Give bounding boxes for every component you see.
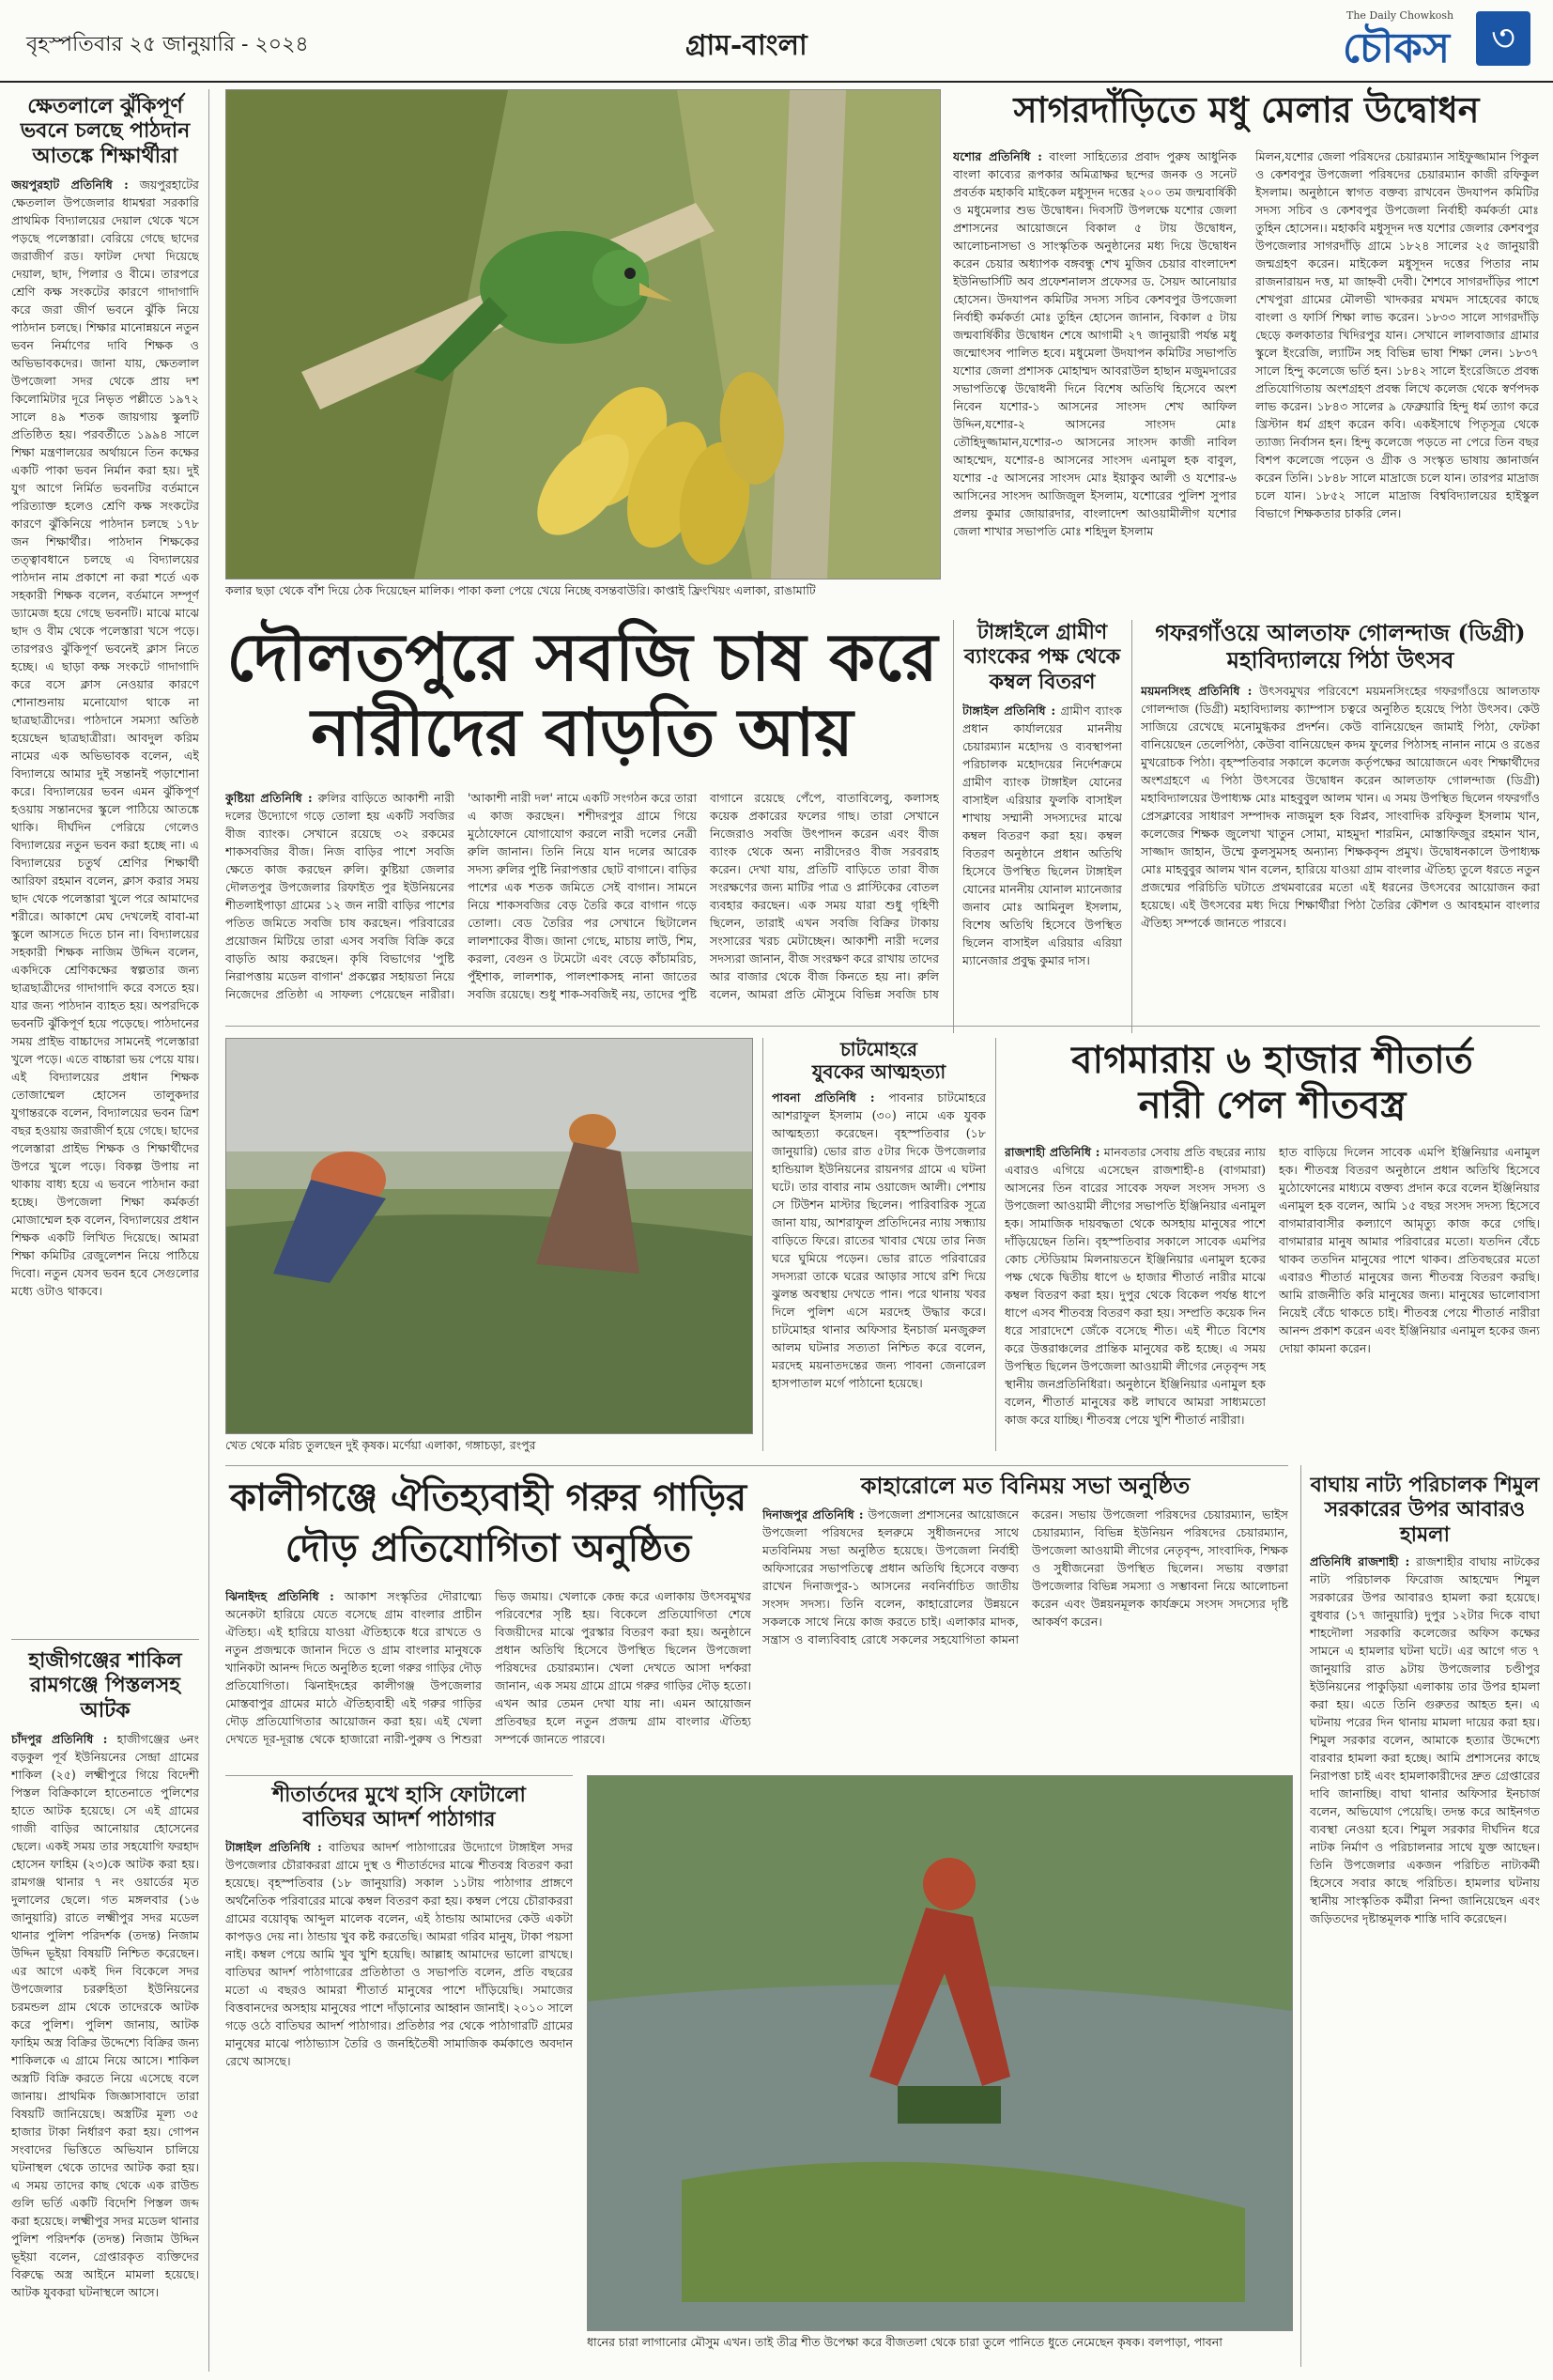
byline: টাঙ্গাইল প্রতিনিধি : (962, 703, 1056, 719)
article-body (1141, 682, 1540, 1006)
page-header (0, 0, 1553, 83)
photo-paddy-farmer (587, 1775, 1293, 2331)
column-divider (995, 1038, 996, 1451)
body-text: বাংলা সাহিত্যের প্রবাদ পুরুষ আধুনিক বাংলা কাব্যের রূপকার অমিত্রাক্ষর ছন্দের জনক ও সনেট প্রবর্তক মহাকবি মাইকেল মধুসূদন দত্তের ২০০ তম জন্মবার্ষিকী ও মধুমেলার শুভ উদ্বোধন। দিবসটি উপলক্ষে যশোর জেলা প্রশাসনের আয়োজনে বিকাল ৫ টায় উদ্বোধন, আলোচনাসভা ও সাংস্কৃতিক অনুষ্ঠানের মধ্য দিয়ে উদ্বোধন করেন চেয়ার অধ্যাপক বঙ্গবন্ধু শেখ মুজিব চেয়ার বাংলাদেশ ইউনিভার্সিটি অব প্রফেশনালস প্রফেসর ড. সৈয়দ আনোয়ার হোসেন। উদযাপন কমিটির সদস্য সচিব কেশবপুর উপজেলা নির্বাহী কর্মকর্তা মোঃ তুহিন হোসেন জানান, বিকাল ৫ টায় জন্মবার্ষিকীর উদ্বোধন শেষে আগামী ২৭ জানুয়ারী পর্যন্ত মধু জন্মোৎসব পালিত হবে। মধুমেলা উদযাপন কমিটির সভাপতি যশোর জেলা প্রশাসক মোহাম্মদ আবরাউল হাছান মজুমদারের সভাপতিত্বে উদ্বোধনী দিনে বিশেষ অতিথি হিসেবে অংশ নিবেন যশোর-১ আসনের সাংসদ শেখ আফিল উদ্দিন,যশোর-২ আসনের সাংসদ মোঃ তৌহিদুজ্জামান,যশোর-৩ আসনের সাংসদ কাজী নাবিল আহম্মেদ, যশোর-৪ আসনের সাংসদ এনামুল হক বাবুল, যশোর -৫ আসনের সাংসদ মোঃ ইয়াকুব আলী ও যশোর-৬ আসিনের সাংসদ আজিজুল ইসলাম, যশোরের পুলিশ সুপার প্রলয় কুমার জোয়ারদার, বাংলাদেশ আওয়ামীলীগ যশোর জেলা শাখার সভাপতি মোঃ শহিদুল ইসলাম (953, 149, 1237, 538)
photo-illustration (588, 1776, 1292, 2330)
article-gafargaon (1141, 620, 1540, 1006)
body-text: রুলির বাড়িতে আকাশী নারী দলের উদ্যোগে গড়ে তোলা হয় একটি সবজির বীজ ব্যাংক। সেখানে রয়েছে ৩২ রকমের শাকসবজির বীজ। নিজ বাড়ির পাশে সবজি ক্ষেতে কাজ করছেন রুলি। কুষ্টিয়া জেলার দৌলতপুর উপজেলার রিফাইত পুর ইউনিয়নের শীতলাইপাড়া গ্রামের ১২ জন নারী বাড়ির পাশের পতিত জমিতে সবজি চাষ করছেন। পরিবারের প্রয়োজন মিটিয়ে তারা এসব সবজি বিক্রি করে বাড়তি আয় করছেন। কৃষি বিভাগের 'পুষ্টি নিরাপত্তায় মডেল বাগান' প্রকল্পের সহায়তা নিয়ে নিজেদের প্রতিষ্ঠা এ সাফল্য পেয়েছেন নারীরা। 'আকাশী নারী দল' নামে একটি সংগঠন করে তারা এ কাজ করছেন। শশীদরপুর গ্রামে গিয়ে মুঠোফোনে যোগাযোগ করলে নারী দলের নেত্রী রুলি জানান। তিনি নিয়ে যান দলের আরেক সদস্য রুলির পুষ্টি নিরাপত্তার ছোট বাগানে। বাড়ির পাশের এক শতক জমিতে সেই বাগান। সামনে নিয়ে শাকসবজির বেড় তৈরি করে বাগান গড়ে তোলা। বেড তৈরির পর সেখানে ছিটালেন লালশাকের বীজ। জানা গেছে, মাচায় লাউ, শিম, করলা, বেগুন ও টমেটো এবং বেড়ে কাঁচামরিচ, পুঁইশাক, লালশাক, পালংশাকসহ নানা জাতের সবজি রয়েছে। শুধু শাক-সবজিই নয়, তাদের পুষ্টি বাগানে রয়েছে পেঁপে, বাতাবিলেবু, কলাসহ কয়েক প্রকারের ফলের গাছ। তারা সেখানে নিজেরাও সবজি উৎপাদন করেন এবং বীজ ব্যাংক থেকে অন্য নারীদেরও বীজ সরবরাহ করেন। দেখা যায়, প্রতিটি বাড়িতে তারা বীজ সংরক্ষণের জন্য মাটির পাত্র ও প্লাস্টিকের বোতল ব্যবহার করছেন। এক সময় যারা শুধু গৃহিণী ছিলেন, তারাই এখন সবজি বিক্রির টাকায় সংসারের খরচ মেটাচ্ছেন। আকাশী নারী দলের সদস্যরা জানান, বীজ সংরক্ষণ করে রাখায় তাদের আর বাজার থেকে বীজ কিনতে হয় না। রুলি বলেন, আমরা প্রতি মৌসুমে বিভিন্ন সবজি চাষ (225, 791, 939, 1001)
byline: টাঙ্গাইল প্রতিনিধি : (225, 1839, 322, 1854)
body-text: উপজেলা প্রশাসনের আয়োজনে উপজেলা পরিষদের হলরুমে সুধীজনদের সাথে মতবিনিময় সভা অনুষ্ঠিত হয়েছে। উপজেলা নির্বাহী অফিসারের সভাপতিত্বে প্রধান অতিথি হিসেবে বক্তব্য রাখেন দিনাজপুর-১ আসনের নবনির্বাচিত জাতীয় সংসদ সদস্য। তিনি বলেন, কাহারোলের উন্নয়নে সকলকে সাথে নিয়ে কাজ করতে চাই। এলাকার মাদক, সন্ত্রাস ও বাল্যবিবাহ রোধে সকলের সহযোগিতা কামনা করেন। সভায় উপজেলা পরিষদের চেয়ারম্যান, ভাইস চেয়ারম্যান, বিভিন্ন ইউনিয়ন পরিষদের চেয়ারম্যান, উপজেলা আওয়ামী লীগের নেতৃবৃন্দ, সাংবাদিক, শিক্ষক ও সুধীজনেরা উপস্থিত ছিলেন। সভায় বক্তারা উপজেলার বিভিন্ন সমস্যা ও সম্ভাবনা নিয়ে আলোচনা করেন এবং উন্নয়নমূলক কার্যক্রমে সংসদ সদস্যের দৃষ্টি আকর্ষণ করেন। (762, 1507, 1288, 1646)
photo-chilli-farmers (225, 1038, 753, 1434)
divider (225, 1775, 573, 1776)
column-divider (208, 89, 209, 2372)
article-bagmara (1005, 1038, 1540, 1427)
page-number: ৩ (1476, 11, 1530, 66)
article-body (762, 1506, 1288, 1693)
article-kshetlal (11, 94, 199, 1636)
headline: কাহারোলে মত বিনিময় সভা অনুষ্ঠিত (860, 1472, 1191, 1499)
photo-bird-bananas (225, 89, 941, 580)
byline: ঝিনাইদহ প্রতিনিধি : (225, 1589, 334, 1603)
byline: রাজশাহী প্রতিনিধি : (1005, 1145, 1100, 1159)
byline: প্রতিনিধি রাজশাহী : (1310, 1554, 1410, 1569)
article-body (225, 1587, 751, 1766)
article-kaharol (762, 1473, 1288, 1693)
article-body (953, 147, 1237, 598)
article-body (225, 789, 939, 1019)
column-divider (1131, 620, 1132, 1033)
byline: দিনাজপুর প্রতিনিধি : (762, 1507, 864, 1522)
article-body (1310, 1553, 1540, 2351)
byline: ময়মনসিংহ প্রতিনিধি : (1141, 683, 1253, 698)
article-batighar (225, 1783, 573, 2345)
body-text: রাজশাহীর বাঘায় নাটকের নাট্য পরিচালক ফিরোজ আহম্মেদ শিমুল সরকারের উপর আবারও হামলা করা হয়েছে। বুধবার (১৭ জানুয়ারি) দুপুর ১২টার দিকে বাঘা শাহদৌলা সরকারি কলেজের অফিস কক্ষের সামনে এ হামলার ঘটনা ঘটে। এর আগে গত ৭ জানুয়ারি রাত ৯টায় উপজেলার চণ্ডীপুর ইউনিয়নের পাকুড়িয়া এলাকায় তার উপর হামলা করা হয়। এতে তিনি গুরুতর আহত হন। এ ঘটনায় পরের দিন থানায় মামলা দায়ের করা হয়। শিমুল সরকার বলেন, আমাকে হত্যার উদ্দেশ্যে বারবার হামলা করা হচ্ছে। আমি প্রশাসনের কাছে নিরাপত্তা চাই এবং হামলাকারীদের দ্রুত গ্রেপ্তারের দাবি জানাচ্ছি। বাঘা থানার অফিসার ইনচার্জ বলেন, অভিযোগ পেয়েছি। তদন্ত করে আইনগত ব্যবস্থা নেওয়া হবে। শিমুল সরকার দীর্ঘদিন ধরে নাটক নির্মাণ ও পরিচালনার সাথে যুক্ত আছেন। তিনি উপজেলার একজন পরিচিত নাট্যকর্মী হিসেবে সবার কাছে পরিচিত। হামলার ঘটনায় স্থানীয় সাংস্কৃতিক কর্মীরা নিন্দা জানিয়েছেন এবং জড়িতদের দৃষ্টান্তমূলক শাস্তি দাবি করেছেন। (1310, 1554, 1540, 1926)
body-text: বাতিঘর আদর্শ পাঠাগারের উদ্যোগে টাঙ্গাইল সদর উপজেলার চৌরাকররা গ্রামে দুস্থ ও শীতার্তদের মাঝে শীতবস্ত্র বিতরণ করা হয়েছে। বৃহস্পতিবার (১৮ জানুয়ারি) সকাল ১১টায় পাঠাগার প্রাঙ্গণে অর্থনৈতিক পরিবারের মাঝে কম্বল বিতরণ করা হয়। কম্বল পেয়ে চৌরাকররা গ্রামের বয়োবৃদ্ধ আব্দুল মালেক বলেন, এই ঠান্ডায় আমাদের কেউ একটা কাপড়ও দেয় না। ঠান্ডায় খুব কষ্ট করতেছি। আমরা গরিব মানুষ, টাকা পয়সা নাই। কম্বল পেয়ে আমি খুব খুশি হয়েছি। আল্লাহ আমাদের ভালো রাখছে। বাতিঘর আদর্শ পাঠাগারের প্রতিষ্ঠাতা ও সভাপতি বলেন, প্রতি বছরের মতো এ বছরও আমরা শীতার্ত মানুষের পাশে দাঁড়িয়েছি। সমাজের বিত্তবানদের অসহায় মানুষের পাশে দাঁড়ানোর আহ্বান জানাই। ২০১০ সালে গড়ে ওঠে বাতিঘর আদর্শ পাঠাগার। প্রতিষ্ঠার পর থেকে পাঠাগারটি গ্রামের মানুষের মাঝে পাঠাভ্যাস তৈরি ও জনহিতৈষী সামাজিক কর্মকাণ্ডে অবদান রেখে আসছে। (225, 1839, 573, 2068)
section-title: গ্রাম-বাংলা (685, 29, 807, 62)
masthead-logo: চৌকস (1343, 24, 1451, 72)
article-body-col2: হাত বাড়িয়ে দিলেন সাবেক এমপি ইঞ্জিনিয়ার এনামুল হক। শীতবস্ত্র বিতরণ অনুষ্ঠানে প্রধান অতিথি হিসেবে মুঠোফোনের মাধ্যমে বক্তব্য প্রদান করে বলেন ইঞ্জিনিয়ার এনামুল হক বলেন, আমি ১৫ বছর সংসদ সদস্য হিসেবে বাগমারাবাসীর কল্যাণে আমৃত্যু কাজ করে গেছি। বাগমারার মানুষ আমার পরিবারের মতো। যতদিন বেঁচে থাকব ততদিন মানুষের পাশে থাকব। প্রতিবছরের মতো এবারও শীতার্ত মানুষের জন্য শীতবস্ত্র বিতরণ করছি। আমি রাজনীতি করি মানুষের জন্য। মানুষের ভালোবাসা নিয়েই বেঁচে থাকতে চাই। শীতবস্ত্র পেয়ে শীতার্ত নারীরা আনন্দ প্রকাশ করেন এবং ইঞ্জিনিয়ার এনামুল হকের জন্য দোয়া কামনা করেন। (1279, 1145, 1540, 1355)
headline: হাজীগঞ্জের শাকিল রামগঞ্জে পিস্তলসহ আটক (28, 1648, 182, 1723)
photo-illustration (226, 90, 940, 579)
headline: সাগরদাঁড়িতে মধু মেলার উদ্বোধন (1013, 89, 1480, 131)
byline: চাঁদপুর প্রতিনিধি : (11, 1732, 108, 1747)
article-kaliganj (225, 1473, 751, 1574)
article-hajiganj (11, 1648, 199, 2331)
headline-line1: দৌলতপুরে সবজি চাষ করে (226, 619, 938, 696)
photo-caption: ধানের চারা লাগানোর মৌসুম এখন। তাই তীব্র শীত উপেক্ষা করে বীজতলা থেকে চারা তুলে পানিতে ধুতে নেমেছেন কৃষক। বলপাড়া, পাবনা (587, 2335, 1222, 2349)
body-text: জয়পুরহাটের ক্ষেতলাল উপজেলার ধামশ্বরা সরকারি প্রাথমিক বিদ্যালয়ের দেয়াল থেকে খসে পড়ছে পলেস্তারা। বেরিয়ে গেছে ছাদের জরাজীর্ণ রড। ফাটল দেখা দিয়েছে দেয়াল, ছাদ, পিলার ও বীমে। তারপরে শ্রেণি কক্ষ সংকটের কারণে গাদাগাদি করে জরা জীর্ণ ভবনে ঝুঁকি নিয়ে পাঠদান চলছে। শিক্ষার মানোন্নয়নে নতুন ভবন নির্মাণের দাবি শিক্ষক ও অভিভাবকদের। জানা যায়, ক্ষেতলাল উপজেলা সদর থেকে প্রায় দশ কিলোমিটার দূরে নিভৃত পল্লীতে ১৯৭২ সালে ৪৯ শতক জায়গায় স্কুলটি প্রতিষ্ঠিত হয়। পরবর্তীতে ১৯৯৪ সালে শিক্ষা মন্ত্রণালয়ের অর্থায়নে তিন কক্ষের একটি পাকা ভবন নির্মান করা হয়। দুই যুগ আগে নির্মিত ভবনটির বর্তমানে পরিত্যাক্ত হলেও শ্রেণি কক্ষ সংকটের কারণে ঝুঁকিনিয়ে পাঠদান চলছে ১৭৮ জন শিক্ষার্থীর। পাঠদান শিক্ষকের তত্ত্বাবধানে চলছে এ বিদ্যালয়ের পাঠদান নাম প্রকাশে না করা শর্তে এক সহকারী শিক্ষক বলেন, বর্তমানে সম্পূর্ণ ড্যামেজ হয়ে গেছে ভবনটি। মাঝে মাঝে ছাদ ও বীম থেকে পলেস্তারা খসে পড়ে। তারপরও ঝুঁকিপূর্ণ ভবনেই ক্লাস নিতে হচ্ছে। এ ছাড়া কক্ষ সংকটে গাদাগাদি করে বসে ক্লাস নেওয়ার কারণে শোনাশুনায় মনোযোগ থাকে না ছাত্রছাত্রীদের। পাঠদানে সমস্যা অতিষ্ঠ হয়েছেন ছাত্রছাত্রীরা। আবদুল করিম নামের এক অভিভাবক বলেন, এই বিদ্যালয়ে আমার দুই সন্তানই পড়াশোনা করে। বিদ্যালয়ের ভবন এমন ঝুঁকিপূর্ণ হওয়ায় সন্তানদের স্কুলে পাঠিয়ে আতঙ্কে থাকি। দীর্ঘদিন পেরিয়ে গেলেও বিদ্যালয়ের নতুন ভবন করা হচ্ছে না। এ বিদ্যালয়ের চতুর্থ শ্রেণির শিক্ষার্থী আরিফা রহমান বলেন, ক্লাস করার সময় ছাদ থেকে পলেস্তারা খুলে পরে আমাদের শরীরে। আকাশে মেঘ দেখলেই বাবা-মা স্কুলে আসতে দিতে চান না। বিদ্যালয়ের সহকারী শিক্ষক নাজিম উদ্দিন বলেন, একদিকে শ্রেণিকক্ষের স্বল্পতার জন্য ছাত্রছাত্রীদের গাদাগাদি করে বসতে হয়। যার জন্য পাঠদান ব্যাহত হয়। অপরদিকে ভবনটি ঝুঁকিপূর্ণ হয়ে পড়েছে। পাঠদানের সময় প্রাইভ বাচ্চাদের সামনেই পলেস্তারা খুলে পড়ে। এতে বাচ্চারা ভয় পেয়ে যায়। এই বিদ্যালয়ের প্রধান শিক্ষক তোজাম্মেল হোসেন তালুকদার যুগান্তরকে বলেন, বিদ্যালয়ের ভবন ত্রিশ বছর হওয়ায় জরাজীর্ণ হয়ে গেছে। ছাদের পলেস্তারা প্রাইভ শিক্ষক ও শিক্ষার্থীদের উপরে খুলে পড়ে। বিকল্প উপায় না থাকায় বাধ্য হয়ে এ ভবনে পাঠদান করা হচ্ছে। উপজেলা শিক্ষা কর্মকর্তা মোজাম্মেল হক বলেন, বিদ্যালয়ের প্রধান শিক্ষক একটি লিখিত দিয়েছে। আমরা শিক্ষা কমিটির রেজুলেশন নিয়ে পাঠিয়ে দিবো। নতুন যেসব ভবন হবে সেগুলোর মধ্যে ওটাও থাকবে। (11, 178, 199, 1299)
headline-line2: নারী পেল শীতবস্ত্র (1138, 1084, 1407, 1127)
divider (11, 1639, 199, 1640)
body-text: মানবতার সেবায় প্রতি বছরের ন্যায় এবারও এগিয়ে এসেছেন রাজশাহী-৪ (বাগমারা) আসনের তিন বারের সাবেক সফল সংসদ সদস্য ও উপজেলা আওয়ামী লীগের সভাপতি ইঞ্জিনিয়ার এনামুল হক। সামাজিক দায়বদ্ধতা থেকে অসহায় মানুষের পাশে দাঁড়িয়েছেন তিনি। বৃহস্পতিবার সকালে সাবেক এমপির কোচ স্টেডিয়াম মিলনায়তনে ইঞ্জিনিয়ার এনামুল হকের পক্ষ থেকে দ্বিতীয় ধাপে ৬ হাজার শীতার্ত নারীর মাঝে কম্বল বিতরণ করা হয়। দুপুর থেকে বিকেল পর্যন্ত ধাপে ধাপে এসব শীতবস্ত্র বিতরণ করা হয়। সম্প্রতি কয়েক দিন ধরে সারাদেশে জেঁকে বসেছে শীত। এই শীতে বিশেষ করে উত্তরাঞ্চলের প্রান্তিক মানুষের কষ্ট হচ্ছে। এ সময় উপস্থিত ছিলেন উপজেলা আওয়ামী লীগের নেতৃবৃন্দ সহ স্থানীয় জনপ্রতিনিধিরা। অনুষ্ঠানে ইঞ্জিনিয়ার এনামুল হক বলেন, শীতার্ত মানুষের কষ্ট লাঘবে আমরা সাধ্যমতো কাজ করে যাচ্ছি। শীতবস্ত্র পেয়ে খুশি শীতার্ত নারীরা। (1005, 1145, 1266, 1427)
headline-line1: শীতার্তদের মুখে হাসি ফোটালো (272, 1783, 526, 1807)
headline-line2: যুবকের আত্মহত্যা (811, 1060, 946, 1083)
byline: কুষ্টিয়া প্রতিনিধি : (225, 791, 313, 805)
photo-caption: খেত থেকে মরিচ তুলছেন দুই কৃষক। মর্ণেয়া এলাকা, গঙ্গাচড়া, রংপুর (225, 1438, 536, 1452)
article-baghai (1310, 1473, 1540, 2351)
article-body (225, 1838, 573, 2345)
column-divider (953, 620, 954, 1033)
article-daulatpur (225, 620, 939, 770)
divider (225, 1026, 1540, 1027)
column-divider (762, 1038, 763, 1451)
byline: যশোর প্রতিনিধি : (953, 149, 1042, 163)
body-text: পাবনার চাটমোহরে আশরাফুল ইসলাম (৩০) নামে এক যুবক আত্মহত্যা করেছেন। বৃহস্পতিবার (১৮ জানুয়ারি) ভোর রাত ৫টার দিকে উপজেলার হান্ডিয়াল ইউনিয়নের রায়নগর গ্রামে এ ঘটনা ঘটে। তার বাবার নাম ওয়াজেদ আলী। পেশায় সে টিউশন মাস্টার ছিলেন। পারিবারিক সূত্রে জানা যায়, আশরাফুল প্রতিদিনের ন্যায় সন্ধ্যায় বাড়িতে ফিরে। রাতের খাবার খেয়ে তার নিজ ঘরে ঘুমিয়ে পড়েন। ভোর রাতে পরিবারের সদস্যরা তাকে ঘরের আড়ার সাথে রশি দিয়ে ঝুলন্ত অবস্থায় দেখতে পান। পরে থানায় খবর দিলে পুলিশ এসে মরদেহ উদ্ধার করে। চাটমোহর থানার অফিসার ইনচার্জ মনজুরুল আলম ঘটনার সত্যতা নিশ্চিত করে বলেন, মরদেহ ময়নাতদন্তের জন্য পাবনা জেনারেল হাসপাতাল মর্গে পাঠানো হয়েছে। (772, 1090, 986, 1390)
headline-line2: নারীদের বাড়তি আয় (311, 694, 853, 771)
body-text: হাজীগঞ্জের ৬নং বড়কুল পূর্ব ইউনিয়নের সেন্দ্রা গ্রামের শাকিল (২৫) লক্ষ্মীপুরে গিয়ে বিদেশী পিস্তল বিক্রিকালে হাতেনাতে পুলিশের হাতে আটক হয়েছে। সে এই গ্রামের গাজী বাড়ির আনোয়ার হোসেনের ছেলে। একই সময় তার সহযোগি ফরহাদ হোসেন ফাহিম (২৩)কে আটক করা হয়। রামগঞ্জ থানার ৭ নং ওয়ার্ডের মৃত দুলালের ছেলে। গত মঙ্গলবার (১৬ জানুয়ারি) রাতে লক্ষ্মীপুর সদর মডেল থানার পুলিশ পরিদর্শক (তদন্ত) নিজাম উদ্দিন ভূইয়া বিষয়টি নিশ্চিত করেছেন। এর আগে একই দিন বিকেলে সদর উপজেলার চররুহিতা ইউনিয়নের চরমন্ডল গ্রাম থেকে তাদেরকে আটক করে পুলিশ। পুলিশ জানায়, আটক ফাহিম অস্ত্র বিক্রির উদ্দেশ্যে বিক্রির জন্য শাকিলকে এ গ্রামে নিয়ে আসে। শাকিল অস্ত্রটি বিক্রি করতে নিয়ে এসেছে বলে জানায়। প্রাথমিক জিজ্ঞাসাবাদে তারা বিষয়টি জানিয়েছে। অস্ত্রটির মূল্য ৩৫ হাজার টাকা নির্ধারণ করা হয়। গোপন সংবাদের ভিত্তিতে অভিযান চালিয়ে ঘটনাস্থল থেকে তাদের আটক করা হয়। এ সময় তাদের কাছ থেকে এক রাউন্ড গুলি ভর্তি একটি বিদেশি পিস্তল জব্দ করা হয়েছে। লক্ষ্মীপুর সদর মডেল থানার পুলিশ পরিদর্শক (তদন্ত) নিজাম উদ্দিন ভূইয়া বলেন, গ্রেপ্তারকৃত ব্যক্তিদের বিরুদ্ধে অস্ত্র আইনে মামলা হয়েছে। আটক যুবকরা ঘটনাস্থলে আসে। (11, 1732, 199, 2300)
headline-line2: দৌড় প্রতিযোগিতা অনুষ্ঠিত (284, 1527, 692, 1570)
headline-line1: বাগমারায় ৬ হাজার শীতার্ত (1071, 1039, 1473, 1082)
masthead (1343, 9, 1530, 71)
issue-date: বৃহস্পতিবার ২৫ জানুয়ারি - ২০২৪ (26, 33, 309, 56)
headline-line1: কালীগঞ্জে ঐতিহ্যবাহী গরুর গাড়ির (229, 1476, 747, 1520)
headline: টাঙ্গাইলে গ্রামীণ ব্যাংকের পক্ষ থেকে কম্বল বিতরণ (963, 620, 1121, 694)
body-text: উৎসবমুখর পরিবেশে ময়মনসিংহের গফরগাঁওয়ে আলতাফ গোলন্দাজ (ডিগ্রী) মহাবিদ্যালয় ক্যাম্পাস চত্বরে অনুষ্ঠিত হয়েছে পিঠা উৎসব। কেউ সাজিয়ে রেখেছে মনোমুগ্ধকর প্রদর্শন। কেউ বানিয়েছেন জামাই পিঠা, ফেটকা বানিয়েছেন তেলেপিঠা, কেউবা বানিয়েছেন কদম ফুলের পিঠাসহ নানান নামে ও রঙের মুখরোচক পিঠা। বৃহস্পতিবার সকালে কলেজ কর্তৃপক্ষের আয়োজনে এবং শিক্ষার্থীদের অংশগ্রহণে এ পিঠা উৎসবের উদ্বোধন করেন আলতাফ গোলন্দাজ (ডিগ্রী) মহাবিদ্যালয়ের উপাধ্যক্ষ মোঃ মাহবুবুল আলম খান। এ সময় উপস্থিত ছিলেন গফরগাঁও প্রেসক্লাবের সাধারণ সম্পাদক নাজমুল হক বিপ্লব, সাংবাদিক রফিকুল ইসলাম খান, কলেজের শিক্ষক জুলেখা খাতুন সোমা, মাহমুদা শারমিন, মোস্তাফিজুর রহমান খান, সাজ্জাদ জাহান, উম্মে কুলসুমসহ অন্যান্য শিক্ষকবৃন্দ প্রমুখ। উদ্বোধনকালে উপাধ্যক্ষ মোঃ মাহবুবুর আলম খান বলেন, হারিয়ে যাওয়া গ্রাম বাংলার ঐতিহ্য তুলে ধরতে নতুন প্রজন্মের পরিচিতি ঘটাতে প্রথমবারের মতো এই ধরনের উৎসবের আয়োজন করা হয়েছে। এই উৎসবের মধ্য দিয়ে শিক্ষার্থীরা পিঠা তৈরির কৌশল ও আবহমান বাংলার ঐতিহ্য সম্পর্কে জানতে পারবে। (1141, 683, 1540, 930)
headline-line1: গফরগাঁওয়ে আলতাফ গোলন্দাজ (ডিগ্রী) (1155, 619, 1526, 646)
column-divider (1300, 1465, 1301, 2367)
article-body-col2: মিলন,যশোর জেলা পরিষদের চেয়ারম্যান সাইফুজ্জামান পিকুল ও কেশবপুর উপজেলা পরিষদের চেয়ারম্যান কাজী রফিকুল ইসলাম। অনুষ্ঠানে স্বাগত বক্তব্য রাখবেন উদযাপন কমিটির সদস্য সচিব ও কেশবপুর উপজেলা নির্বাহী কর্মকর্তা মোঃ তুহিন হোসেন।। মহাকবি মধুসূদন দত্ত যশোর জেলার কেশবপুর উপজেলার সাগরদাঁড়ি গ্রামে ১৮২৪ সালের ২৫ জানুয়ারী জন্মগ্রহণ করেন। মাইকেল মধুসূদন দত্তের পিতার নাম রাজনারায়ন দত্ত, মা জাহ্নবী দেবী। শৈশবে সাগরদাঁড়ির পাশে শেখপুরা গ্রামের মৌলভী খাদকরর মখমদ সাহেবের কাছে বাংলা ও ফার্সি শিক্ষা লাভ করেন। ১৮৩৩ সালে সাগরদাঁড়ি ছেড়ে কলকাতার খিদিরপুর যান। সেখানে লালবাজার গ্রামার স্কুলে ইংরেজি, ল্যাটিন সহ বিভিন্ন ভাষা শিক্ষা লেন। ১৮৩৭ সালে হিন্দু কলেজে ভর্তি হন। ১৮৪২ সালে ইংরেজিতে প্রবন্ধ প্রতিযোগিতায় অংশগ্রহণ প্রবন্ধ লিখে কলেজ থেকে স্বর্ণপদক লাভ করেন। ১৮৪৩ সালের ৯ ফেব্রুয়ারি হিন্দু ধর্ম ত্যাগ করে খ্রিস্টান ধর্ম গ্রহণ করেন কবি। একইসাথে পিতৃসূত্র থেকে ত্যাজ্য নির্বাসন হন। হিন্দু কলেজে পড়তে না পেরে তিন বছর বিশপ কলেজে পড়েন ও গ্রীক ও সংস্কৃত ভাষায় জ্ঞানার্জন করেন তিনি। ১৮৪৮ সালে মাদ্রাজে চলে যান। তারপর মাদ্রাজ চলে যান। ১৮৫২ সালে মাদ্রাজ বিশ্ববিদ্যালয়ের হাইস্কুল বিভাগে শিক্ষকতার চাকরি লেন। (1255, 149, 1539, 520)
article-body (962, 702, 1122, 997)
headline-line2: বাতিঘর আদর্শ পাঠাগার (302, 1807, 496, 1832)
divider (762, 1465, 1288, 1466)
byline: পাবনা প্রতিনিধি : (772, 1090, 875, 1105)
photo-caption: কলার ছড়া থেকে বাঁশ দিয়ে ঠেক দিয়েছেন মালিক। পাকা কলা পেয়ে খেয়ে নিচ্ছে বসন্তবাউরি। কাপ্তাই ফ্রিংখিয়ং এলাকা, রাঙামাটি (225, 583, 816, 597)
article-body (11, 176, 199, 1636)
body-text: আকাশ সংস্কৃতির দৌরাত্ম্যে অনেকটা হারিয়ে যেতে বসেছে গ্রাম বাংলার প্রাচীন ঐতিহ্য। এই হারিয়ে যাওয়া ঐতিহ্যকে ধরে রাখতে ও নতুন প্রজন্মকে জানান দিতে ও গ্রাম বাংলার মানুষকে খানিকটা আনন্দ দিতে অনুষ্ঠিত হলো গরুর গাড়ির দৌড় প্রতিযোগিতা। ঝিনাইদহের কালীগঞ্জ উপজেলার মোস্তবাপুর গ্রামের মাঠে ঐতিহ্যবাহী এই গরুর গাড়ির দৌড় প্রতিযোগিতার আয়োজন করা হয়। এই খেলা দেখতে দূর-দূরান্ত থেকে হাজারো নারী-পুরুষ ও শিশুরা ভিড় জমায়। খেলাকে কেন্দ্র করে এলাকায় উৎসবমুখর পরিবেশের সৃষ্টি হয়। বিকেলে প্রতিযোগিতা শেষে বিজয়ীদের মাঝে পুরস্কার বিতরণ করা হয়। অনুষ্ঠানে প্রধান অতিথি হিসেবে উপস্থিত ছিলেন উপজেলা পরিষদের চেয়ারম্যান। খেলা দেখতে আসা দর্শকরা জানান, এক সময় গ্রামে গ্রামে গরুর গাড়ির দৌড় হতো। এখন আর তেমন দেখা যায় না। এমন আয়োজন প্রতিবছর হলে নতুন প্রজন্ম গ্রাম বাংলার ঐতিহ্য সম্পর্কে জানতে পারবে। (225, 1589, 751, 1746)
headline: ক্ষেতলালে ঝুঁকিপূর্ণ ভবনে চলছে পাঠদান আতঙ্কে শিক্ষার্থীরা (20, 94, 191, 168)
article-sagardari (953, 89, 1540, 538)
photo-illustration (226, 1039, 752, 1433)
body-text: গ্রামীণ ব্যাংক প্রধান কার্যালয়ের মাননীয় চেয়ারম্যান মহোদয় ও ব্যবস্থাপনা পরিচালক মহোদয়ের নির্দেশক্রমে গ্রামীণ ব্যাংক টাঙ্গাইল যোনের বাসাইল এরিয়ার ফুলকি বাসাইল শাখায় সম্মানী সদস্যদের মাঝে কম্বল বিতরণ করা হয়। কম্বল বিতরণ অনুষ্ঠানে প্রধান অতিথি হিসেবে উপস্থিত ছিলেন টাঙ্গাইল যোনের মাননীয় যোনাল ম্যানেজার জনাব মোঃ আমিনুল ইসলাম, বিশেষ অতিথি হিসেবে উপস্থিত ছিলেন বাসাইল এরিয়ার এরিয়া ম্যানেজার প্রবুদ্ধ কুমার দাস। (962, 703, 1122, 968)
article-body (11, 1730, 199, 2331)
masthead-tagline: The Daily Chowkosh (1346, 9, 1454, 22)
headline: বাঘায় নাট্য পরিচালক শিমুল সরকারের উপর আবারও হামলা (1310, 1473, 1540, 1547)
headline-line1: চাটমোহরে (840, 1038, 917, 1060)
article-tangail-bank (962, 620, 1122, 997)
headline-line2: মহাবিদ্যালয়ে পিঠা উৎসব (1226, 645, 1454, 673)
byline: জয়পুরহাট প্রতিনিধি : (11, 178, 129, 193)
